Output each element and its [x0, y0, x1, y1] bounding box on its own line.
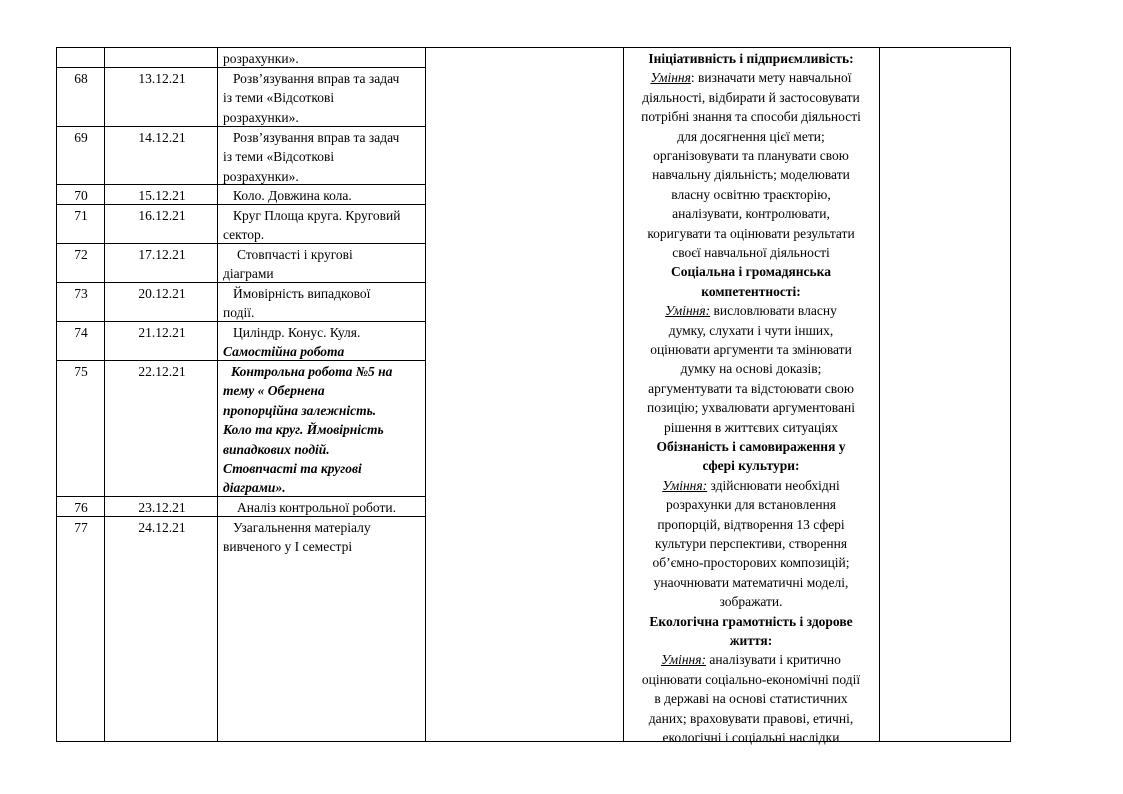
competency-heading: компетентності: — [701, 283, 801, 299]
row-number: 71 — [74, 208, 88, 223]
topic-line: сектор. — [223, 227, 265, 243]
skills-label: Уміння: — [661, 652, 707, 668]
row-topic — [223, 518, 421, 557]
column-divider — [425, 47, 426, 742]
topic-line: із теми «Відсоткові — [223, 149, 335, 165]
row-date: 15.12.21 — [138, 188, 186, 203]
topic-line: Стовпчасті і кругові — [237, 247, 353, 262]
competency-heading: сфері культури: — [702, 458, 800, 474]
row-number: 70 — [74, 188, 88, 203]
topic-line: події. — [223, 305, 255, 321]
row-topic — [223, 206, 421, 245]
skills-label: Уміння: — [662, 477, 708, 493]
competency-line: даних; враховувати правові, етичні, — [648, 710, 854, 726]
competency-block — [628, 262, 874, 437]
competency-line: об’ємно-просторових композицій; — [652, 555, 850, 571]
continued-topic: розрахунки». — [223, 51, 299, 66]
row-date: 17.12.21 — [138, 247, 186, 262]
row-date: 23.12.21 — [138, 500, 186, 515]
row-date: 16.12.21 — [138, 208, 186, 223]
competency-line: власну освітню траєкторію, — [671, 186, 831, 202]
competency-heading: життя: — [729, 633, 773, 648]
column-divider — [217, 47, 218, 742]
topic-line: із теми «Відсоткові — [223, 90, 335, 106]
competency-line: пропорцій, відтворення 13 сфері — [657, 516, 845, 532]
row-number: 77 — [74, 520, 88, 535]
topic-line: розрахунки». — [223, 168, 299, 184]
topic-line: розрахунки». — [223, 109, 299, 125]
row-number: 73 — [74, 286, 88, 301]
row-date: 21.12.21 — [138, 325, 186, 340]
skills-label: Уміння: — [665, 303, 711, 319]
competency-line: навчальну діяльність; моделювати — [652, 167, 850, 183]
competency-line: оцінювати соціально-економічні події — [641, 671, 861, 687]
topic-line-emphasis: Самостійна робота — [223, 344, 345, 360]
column-divider — [879, 47, 880, 742]
topic-line: Коло та круг. Ймовірність — [223, 422, 384, 438]
competency-line: аргументувати та відстоювати свою — [648, 380, 854, 396]
competency-line: Уміння: аналізувати і критично — [661, 652, 841, 668]
competency-line: для досягнення цієї мети; — [677, 128, 825, 144]
competency-line: своєї навчальної діяльності — [672, 245, 830, 261]
row-topic — [223, 498, 421, 517]
row-date: 22.12.21 — [138, 364, 186, 379]
row-date: 14.12.21 — [138, 130, 186, 145]
competency-line: Уміння: визначати мету навчальної — [650, 70, 852, 86]
topic-line: Розв’язування вправ та задач — [233, 71, 400, 86]
row-date: 13.12.21 — [138, 71, 186, 86]
topic-line: Циліндр. Конус. Куля. — [233, 325, 361, 340]
topic-line: тему « Обернена — [223, 383, 325, 399]
row-topic — [223, 245, 421, 284]
competency-block — [628, 49, 874, 262]
competency-line: оцінювати аргументи та змінювати — [650, 342, 852, 358]
competency-line: зображати. — [719, 594, 783, 610]
row-number: 72 — [74, 247, 88, 262]
competency-line: культури перспективи, створення — [654, 536, 848, 552]
row-number: 68 — [74, 71, 88, 86]
competency-line: Уміння: висловлювати власну — [665, 303, 837, 319]
topic-line: Стовпчасті та кругові — [223, 461, 362, 477]
competency-line: потрібні знання та способи діяльності — [641, 109, 861, 125]
topic-line: діаграми — [223, 266, 274, 282]
topic-line: пропорційна залежність. — [223, 402, 377, 418]
competency-line: унаочнювати математичні моделі, — [653, 574, 849, 590]
row-topic — [223, 284, 421, 323]
competency-line: діяльності, відбирати й застосовувати — [642, 89, 860, 105]
competency-block — [628, 612, 874, 748]
competency-line: коригувати та оцінювати результати — [647, 225, 855, 241]
competency-line: позицію; ухвалювати аргументовані — [647, 400, 855, 416]
topic-line: діаграми». — [223, 480, 286, 496]
competency-line: розрахунки для встановлення — [665, 497, 837, 513]
competency-heading: Обізнаність і самовираження у — [656, 439, 846, 454]
row-date: 24.12.21 — [138, 520, 186, 535]
competency-heading: Ініціативність і підприємливість: — [648, 51, 854, 66]
topic-line: вивченого у І семестрі — [223, 539, 353, 555]
topic-line: Розв’язування вправ та задач — [233, 130, 400, 145]
competency-heading: Соціальна і громадянська — [671, 264, 831, 280]
column-divider — [104, 47, 105, 742]
competency-line: в державі на основі статистичних — [654, 691, 848, 707]
row-number: 76 — [74, 500, 88, 515]
competency-line: організовувати та планувати свою — [653, 148, 849, 164]
topic-line: випадкових подій. — [223, 441, 330, 457]
topic-line: Контрольна робота №5 на — [231, 364, 393, 379]
skills-label: Уміння — [650, 70, 691, 86]
row-number: 69 — [74, 130, 88, 145]
competency-block — [628, 437, 874, 612]
competency-line: екологічні і соціальні наслідки — [662, 730, 840, 746]
competency-line: аналізувати, контролювати, — [672, 206, 830, 222]
row-topic — [223, 69, 421, 127]
competency-line: думку на основі доказів; — [680, 361, 822, 377]
row-topic — [223, 362, 421, 498]
competency-line: Уміння: здійснювати необхідні — [662, 477, 840, 493]
row-number: 75 — [74, 364, 88, 379]
topic-line: Аналіз контрольної роботи. — [237, 500, 396, 515]
row-number: 74 — [74, 325, 88, 340]
row-date: 20.12.21 — [138, 286, 186, 301]
competency-line: думку, слухати і чути інших, — [668, 322, 834, 338]
topic-line: Ймовірність випадкової — [233, 286, 371, 301]
row-topic — [223, 186, 421, 205]
row-topic — [223, 323, 421, 362]
topic-line: Круг Площа круга. Круговий — [233, 208, 401, 223]
competency-line: рішення в життєвих ситуаціях — [664, 419, 838, 435]
topic-line: Коло. Довжина кола. — [233, 188, 352, 203]
row-topic — [223, 128, 421, 186]
competency-heading: Екологічна грамотність і здорове — [649, 613, 853, 629]
topic-line: Узагальнення матеріалу — [233, 520, 371, 535]
column-divider — [623, 47, 624, 742]
